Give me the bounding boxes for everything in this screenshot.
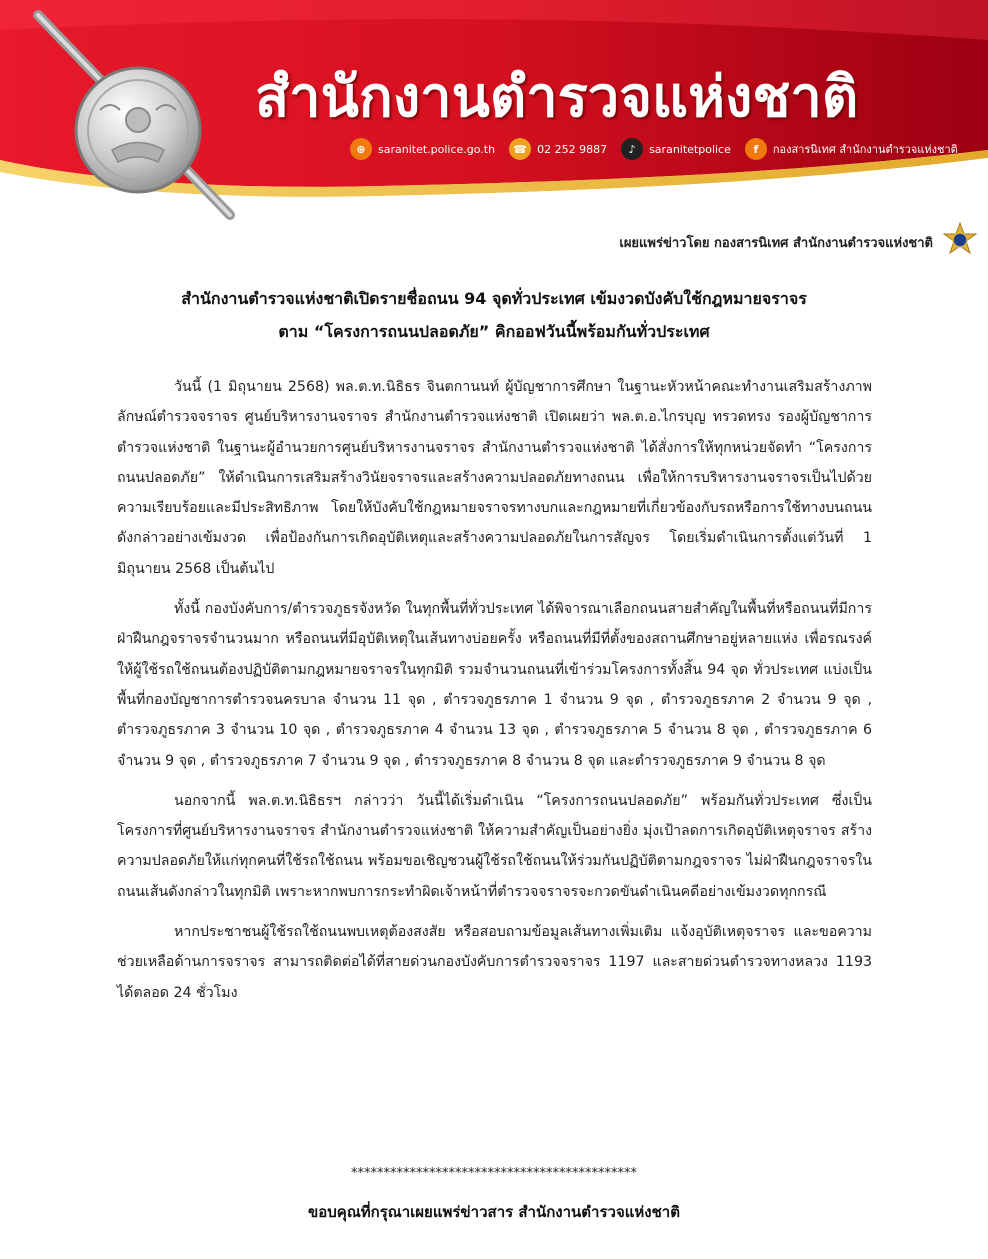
headline — [60, 282, 928, 348]
phone-contact[interactable] — [509, 138, 607, 160]
thanks-footer: ขอบคุณที่กรุณาเผยแพร่ข่าวสาร สำนักงานตำรวจแห่งชาติ — [308, 1203, 680, 1221]
header-banner — [0, 0, 988, 225]
globe-icon: ⊕ — [350, 138, 372, 160]
tiktok-icon: ♪ — [621, 138, 643, 160]
article-body — [117, 372, 872, 1018]
headline-line-1: สำนักงานตำรวจแห่งชาติเปิดรายชื่อถนน 94 จุดทั่วประเทศ เข้มงวดบังคับใช้กฎหมายจราจร — [181, 289, 807, 308]
paragraph-1: วันนี้ (1 มิถุนายน 2568) พล.ต.ท.นิธิธร จินตกานนท์ ผู้บัญชาการศึกษา ในฐานะหัวหน้าคณะทำงานเสริมสร้างภาพลักษณ์ตำรวจจราจร ศูนย์บริหารงานจราจร สำนักงานตำรวจแห่งชาติ เปิดเผยว่า พล.ต.อ.ไกรบุญ ทรวดทรง รองผู้บัญชาการตำรวจแห่งชาติ ในฐานะผู้อำนวยการศูนย์บริหารงานจราจร สำนักงานตำรวจแห่งชาติ ได้สั่งการให้ทุกหน่วยจัดทำ “โครงการถนนปลอดภัย” ให้ดำเนินการเสริมสร้างวินัยจราจรและสร้างความปลอดภัยทางถนน เพื่อให้การบริหารงานจราจรเป็นไปด้วยความเรียบร้อยและมีประสิทธิภาพ โดยให้บังคับใช้กฎหมายจราจรทางบกและกฎหมายที่เกี่ยวข้องกับรถหรือการใช้ทางบนถนนดังกล่าวอย่างเข้มงวด เพื่อป้องกันการเกิดอุบัติเหตุและสร้างความปลอดภัยในการสัญจร โดยเริ่มดำเนินการตั้งแต่วันที่ 1 มิถุนายน 2568 เป็นต้นไป — [117, 379, 872, 577]
headline-line-2: ตาม “โครงการถนนปลอดภัย” คิกออฟวันนี้พร้อมกันทั่วประเทศ — [278, 322, 710, 341]
publisher-line: เผยแพร่ข่าวโดย กองสารนิเทศ สำนักงานตำรวจแห่งชาติ — [619, 236, 933, 251]
contact-bar — [350, 138, 972, 160]
tiktok-text: saranitetpolice — [649, 142, 731, 156]
website-contact[interactable] — [350, 138, 495, 160]
facebook-contact[interactable] — [745, 138, 958, 160]
separator-line: ******************************************** — [351, 1166, 637, 1181]
phone-icon: ☎ — [509, 138, 531, 160]
tiktok-contact[interactable] — [621, 138, 731, 160]
paragraph-3: นอกจากนี้ พล.ต.ท.นิธิธรฯ กล่าวว่า วันนี้ได้เริ่มดำเนิน “โครงการถนนปลอดภัย” พร้อมกันทั่วประเทศ ซึ่งเป็นโครงการที่ศูนย์บริหารงานจราจร สำนักงานตำรวจแห่งชาติ ให้ความสำคัญเป็นอย่างยิ่ง มุ่งเป้าลดการเกิดอุบัติเหตุจราจร สร้างความปลอดภัยให้แก่ทุกคนที่ใช้รถใช้ถนน พร้อมขอเชิญชวนผู้ใช้รถใช้ถนนให้ร่วมกันปฏิบัติตามกฎจราจร ไม่ฝ่าฝืนกฎจราจรในถนนเส้นดังกล่าวในทุกมิติ เพราะหากพบการกระทำผิดเจ้าหน้าที่ตำรวจจราจรจะกวดขันดำเนินคดีอย่างเข้มงวดทุกกรณี — [117, 792, 872, 900]
phone-text: 02 252 9887 — [537, 142, 608, 156]
facebook-text: กองสารนิเทศ สำนักงานตำรวจแห่งชาติ — [772, 143, 958, 156]
paragraph-4: หากประชาชนผู้ใช้รถใช้ถนนพบเหตุต้องสงสัย หรือสอบถามข้อมูลเส้นทางเพิ่มเติม แจ้งอุบัติเหตุจราจร และขอความช่วยเหลือด้านการจราจร สามารถติดต่อได้ที่สายด่วนกองบังคับการตำรวจจราจร 1197 และสายด่วนตำรวจทางหลวง 1193 ได้ตลอด 24 ชั่วโมง — [117, 924, 872, 1001]
facebook-icon: f — [745, 138, 767, 160]
website-text: saranitet.police.go.th — [378, 142, 496, 156]
paragraph-2: ทั้งนี้ กองบังคับการ/ตำรวจภูธรจังหวัด ในทุกพื้นที่ทั่วประเทศ ได้พิจารณาเลือกถนนสายสำคัญในพื้นที่หรือถนนที่มีการฝ่าฝืนกฎจราจรจำนวนมาก หรือถนนที่มีอุบัติเหตุในเส้นทางบ่อยครั้ง หรือถนนที่มีที่ตั้งของสถานศึกษาอยู่หลายแห่ง เพื่อรณรงค์ให้ผู้ใช้รถใช้ถนนต้องปฏิบัติตามกฎหมายจราจรในทุกมิติ รวมจำนวนถนนที่เข้าร่วมโครงการทั้งสิ้น 94 จุด ทั่วประเทศ แบ่งเป็น พื้นที่กองบัญชาการตำรวจนครบาล จำนวน 11 จุด , ตำรวจภูธรภาค 1 จำนวน 9 จุด , ตำรวจภูธรภาค 2 จำนวน 9 จุด , ตำรวจภูธรภาค 3 จำนวน 10 จุด , ตำรวจภูธรภาค 4 จำนวน 13 จุด , ตำรวจภูธรภาค 5 จำนวน 8 จุด , ตำรวจภูธรภาค 6 จำนวน 9 จุด , ตำรวจภูธรภาค 7 จำนวน 9 จุด , ตำรวจภูธรภาค 8 จำนวน 8 จุด และตำรวจภูธรภาค 9 จำนวน 8 จุด — [117, 601, 872, 769]
police-badge-icon — [942, 222, 978, 262]
agency-title: สำนักงานตำรวจแห่งชาติ — [255, 65, 859, 130]
